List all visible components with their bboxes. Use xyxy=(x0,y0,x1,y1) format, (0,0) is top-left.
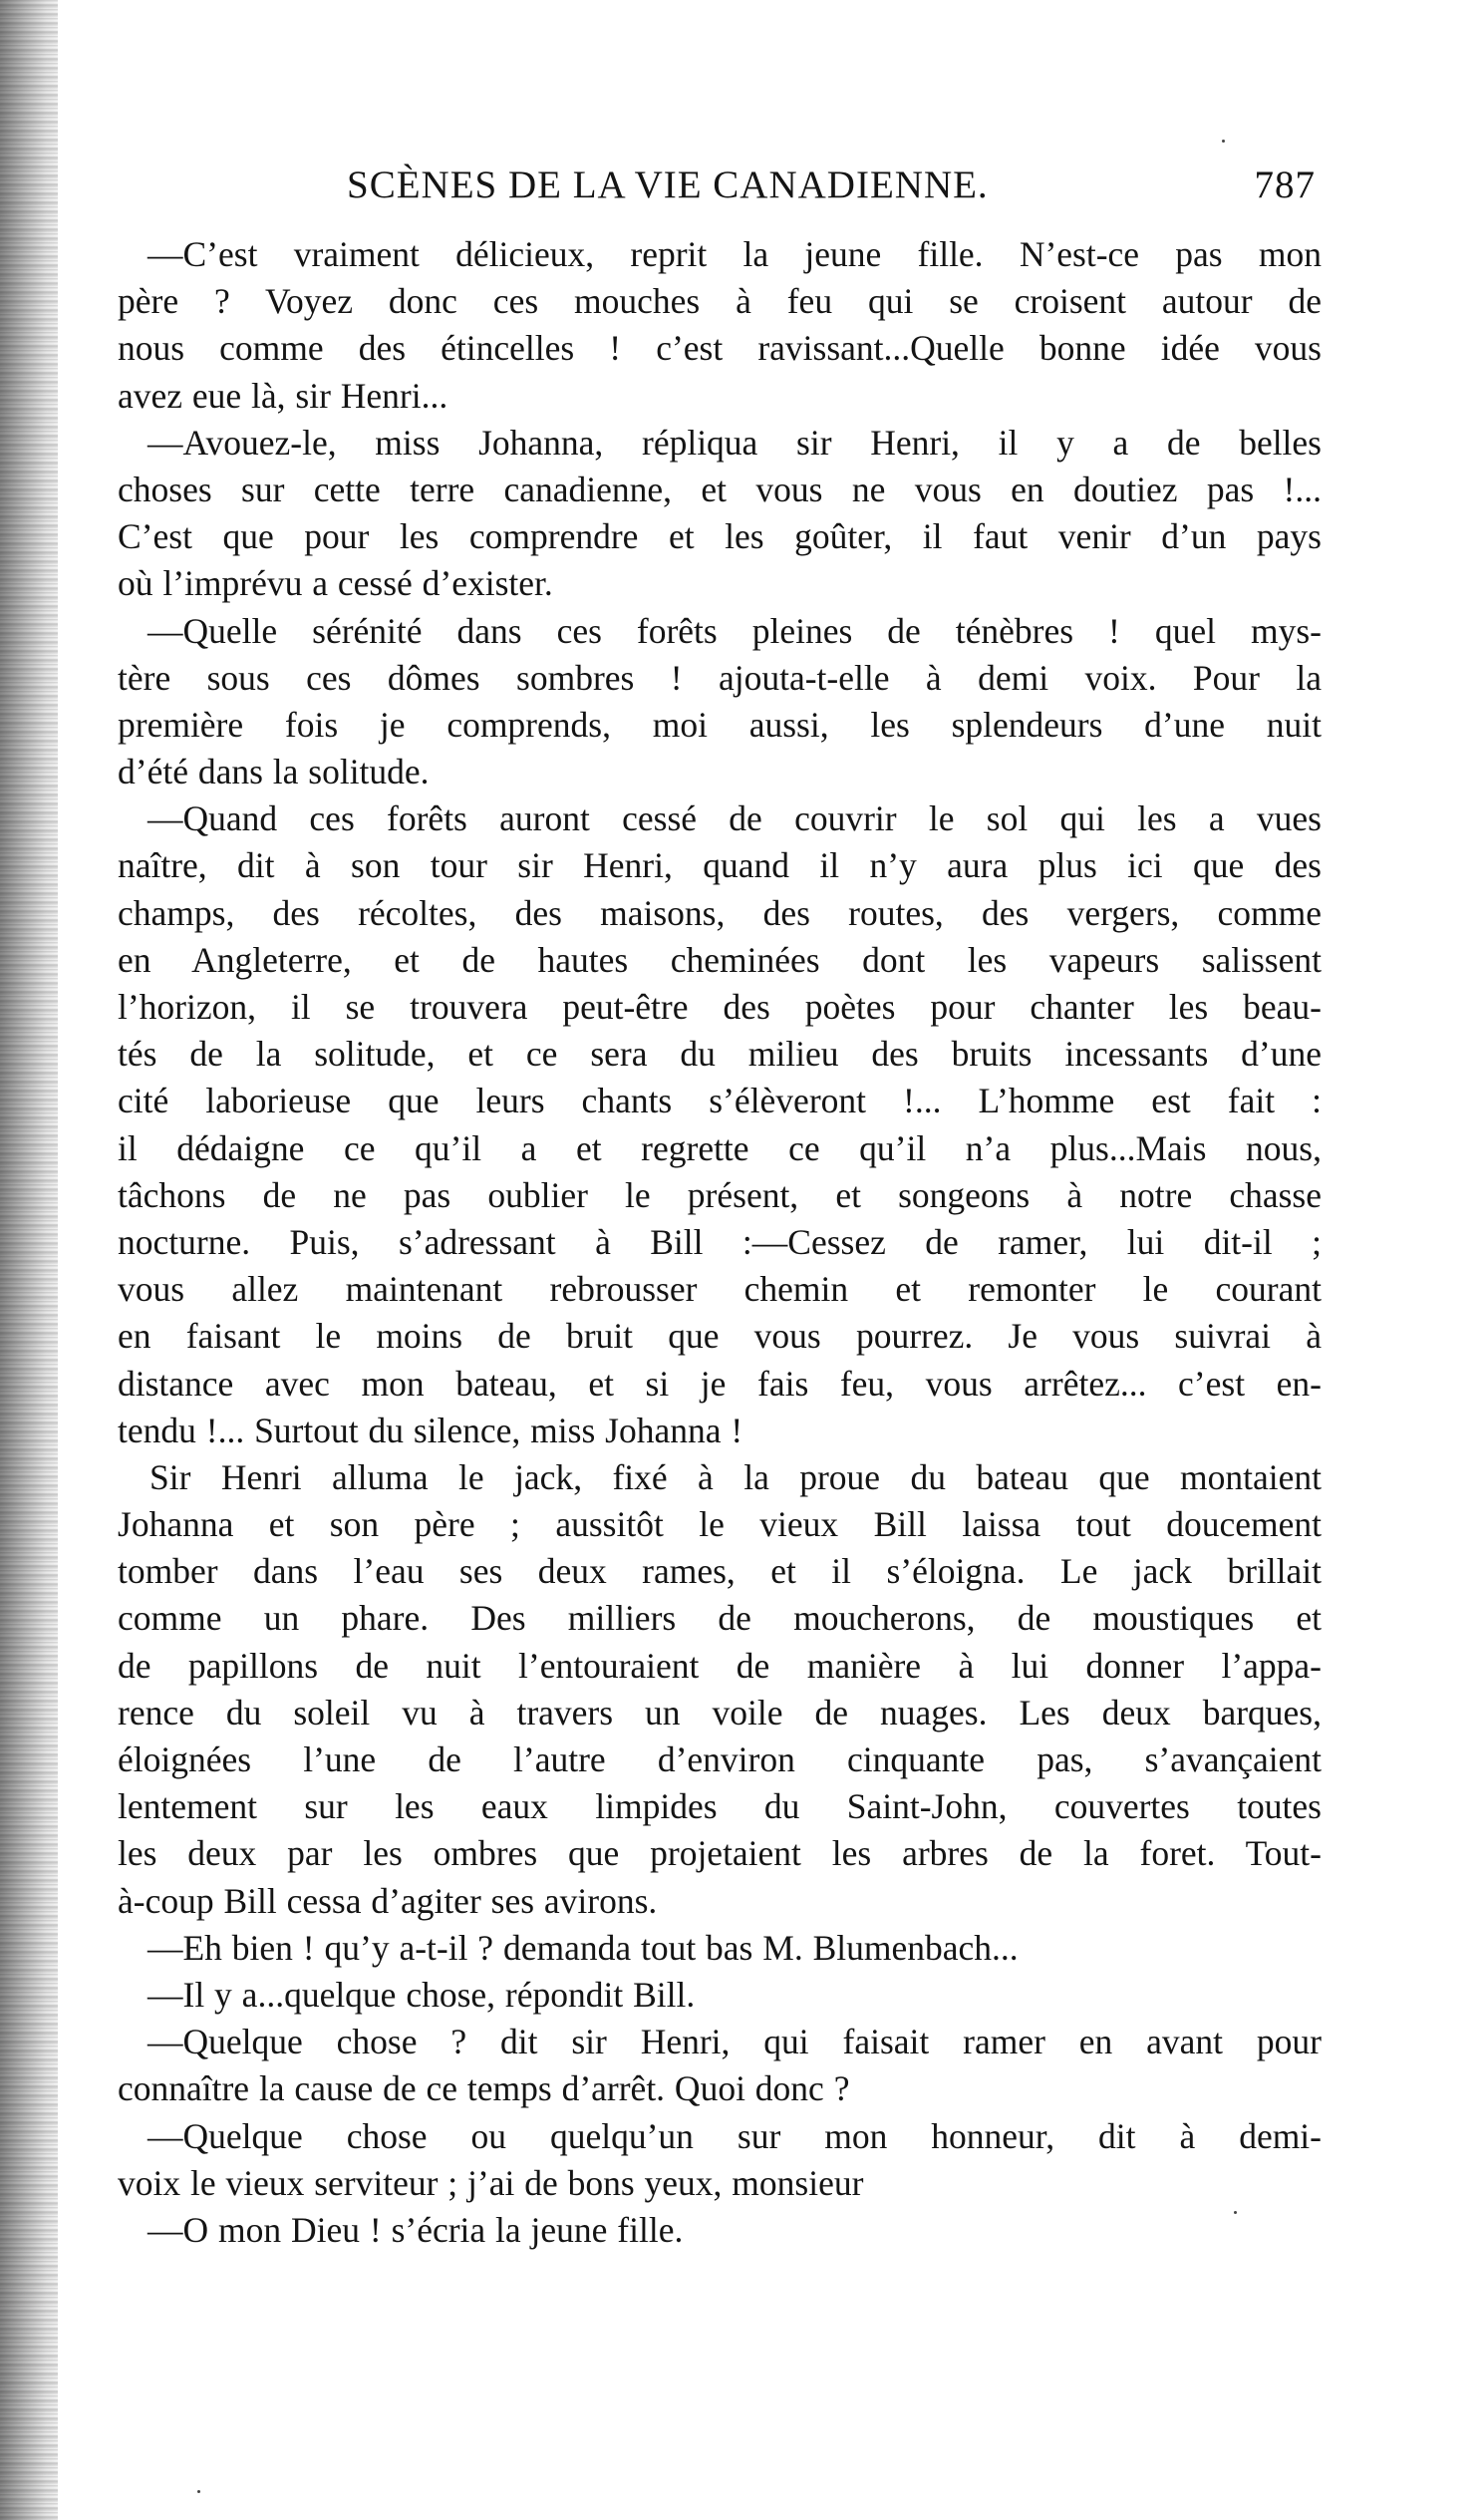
text-line: tère sous ces dômes sombres ! ajouta-t-elle à demi voix. Pour la xyxy=(118,657,1322,698)
text-line: nous comme des étincelles ! c’est ravissant...Quelle bonne idée vous xyxy=(118,328,1322,369)
page-edge-shadow xyxy=(0,0,58,2520)
text-line: rence du soleil vu à travers un voile de nuages. Les deux barques, xyxy=(118,1692,1322,1732)
speck xyxy=(1222,140,1225,143)
text-line: où l’imprévu a cessé d’exister. xyxy=(118,563,553,604)
text-line: —Quelle sérénité dans ces forêts pleines de ténèbres ! quel mys- xyxy=(148,610,1322,651)
text-line: tendu !... Surtout du silence, miss Johanna ! xyxy=(118,1410,743,1450)
text-line: C’est que pour les comprendre et les goûter, il faut venir d’un pays xyxy=(118,516,1322,557)
text-line: avez eue là, sir Henri... xyxy=(118,375,448,416)
text-line: les deux par les ombres que projetaient les arbres de la foret. Tout- xyxy=(118,1833,1322,1874)
running-head-title: SCÈNES DE LA VIE CANADIENNE. xyxy=(347,163,989,206)
text-line: choses sur cette terre canadienne, et vous ne vous en doutiez pas !... xyxy=(118,469,1322,509)
text-line: —C’est vraiment délicieux, reprit la jeune fille. N’est-ce pas mon xyxy=(148,234,1322,274)
text-line: connaître la cause de ce temps d’arrêt. Quoi donc ? xyxy=(118,2068,850,2109)
speck xyxy=(197,2490,200,2493)
text-line: lentement sur les eaux limpides du Saint-John, couvertes toutes xyxy=(118,1786,1322,1827)
text-line: —Quelque chose ? dit sir Henri, qui faisait ramer en avant pour xyxy=(148,2022,1322,2062)
text-line: en faisant le moins de bruit que vous pourrez. Je vous suivrai à xyxy=(118,1316,1322,1357)
text-line: tâchons de ne pas oublier le présent, et songeons à notre chasse xyxy=(118,1174,1322,1215)
text-line: voix le vieux serviteur ; j’ai de bons yeux, monsieur xyxy=(118,2162,864,2203)
text-line: Sir Henri alluma le jack, fixé à la proue du bateau que montaient xyxy=(149,1456,1322,1497)
text-line: tés de la solitude, et ce sera du milieu des bruits incessants d’une xyxy=(118,1034,1322,1075)
text-line: —Quelque chose ou quelqu’un sur mon honneur, dit à demi- xyxy=(148,2115,1322,2156)
text-line: comme un phare. Des milliers de moucherons, de moustiques et xyxy=(118,1598,1322,1639)
text-line: —Quand ces forêts auront cessé de couvrir le sol qui les a vues xyxy=(148,798,1322,839)
text-line: cité laborieuse que leurs chants s’élèveront !... L’homme est fait : xyxy=(118,1081,1322,1121)
text-line: vous allez maintenant rebrousser chemin et remonter le courant xyxy=(118,1269,1322,1310)
text-line: —O mon Dieu ! s’écria la jeune fille. xyxy=(148,2209,684,2250)
text-line: —Avouez-le, miss Johanna, répliqua sir Henri, il y a de belles xyxy=(148,422,1322,463)
body-text xyxy=(118,231,1322,2254)
text-line: de papillons de nuit l’entouraient de manière à lui donner l’appa- xyxy=(118,1645,1322,1686)
running-head xyxy=(339,162,1316,212)
text-line: tomber dans l’eau ses deux rames, et il s’éloigna. Le jack brillait xyxy=(118,1551,1322,1592)
text-line: éloignées l’une de l’autre d’environ cinquante pas, s’avançaient xyxy=(118,1739,1322,1779)
text-line: d’été dans la solitude. xyxy=(118,752,430,792)
text-line: distance avec mon bateau, et si je fais feu, vous arrêtez... c’est en- xyxy=(118,1363,1322,1404)
text-line: nocturne. Puis, s’adressant à Bill :—Cessez de ramer, lui dit-il ; xyxy=(118,1221,1322,1262)
text-line: naître, dit à son tour sir Henri, quand il n’y aura plus ici que des xyxy=(118,845,1322,886)
text-line: père ? Voyez donc ces mouches à feu qui se croisent autour de xyxy=(118,281,1322,322)
text-line: —Eh bien ! qu’y a-t-il ? demanda tout bas M. Blumenbach... xyxy=(148,1927,1019,1968)
text-line: première fois je comprends, moi aussi, les splendeurs d’une nuit xyxy=(118,704,1322,745)
text-line: champs, des récoltes, des maisons, des routes, des vergers, comme xyxy=(118,892,1322,933)
text-line: Johanna et son père ; aussitôt le vieux Bill laissa tout doucement xyxy=(118,1504,1322,1545)
text-line: il dédaigne ce qu’il a et regrette ce qu’il n’a plus...Mais nous, xyxy=(118,1127,1322,1168)
text-line: —Il y a...quelque chose, répondit Bill. xyxy=(148,1974,696,2015)
page-number: 787 xyxy=(1254,163,1316,206)
text-line: l’horizon, il se trouvera peut-être des poètes pour chanter les beau- xyxy=(118,987,1322,1027)
speck xyxy=(1234,2211,1237,2214)
text-line: en Angleterre, et de hautes cheminées dont les vapeurs salissent xyxy=(118,939,1322,980)
text-line: à-coup Bill cessa d’agiter ses avirons. xyxy=(118,1880,658,1921)
